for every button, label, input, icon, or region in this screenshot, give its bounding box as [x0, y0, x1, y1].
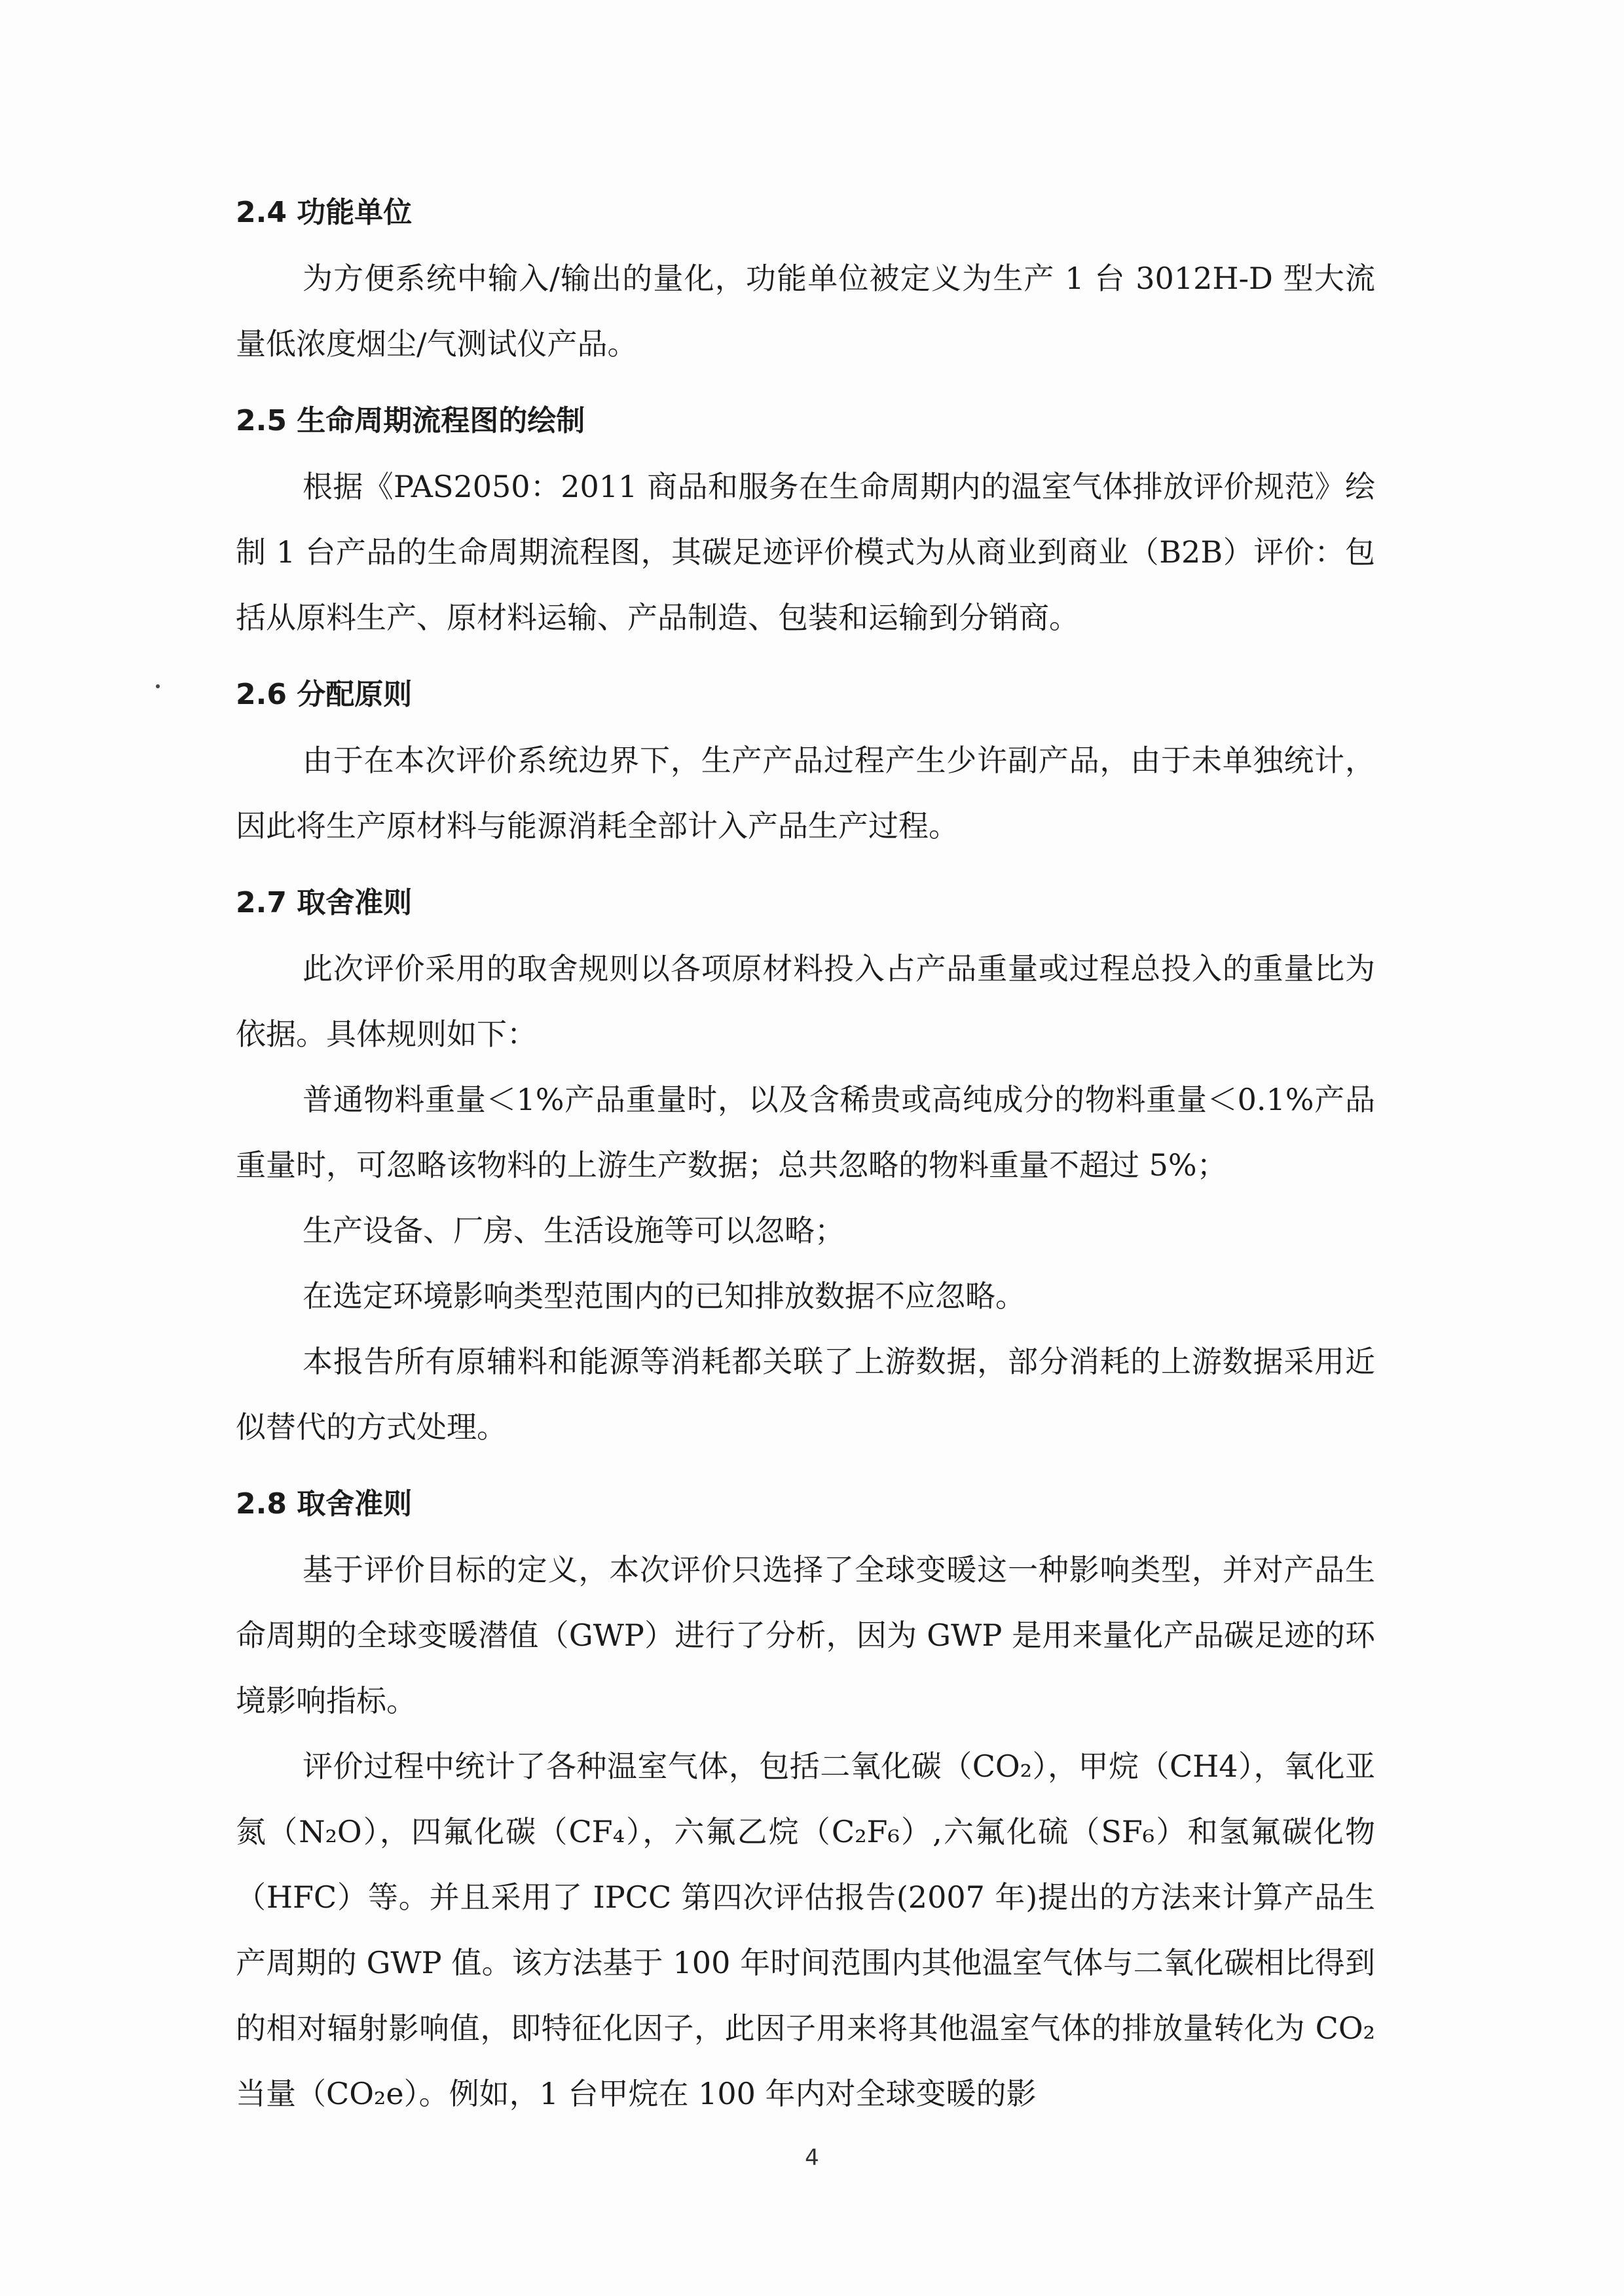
section-2-7 [236, 870, 1375, 1460]
section-heading: 2.8 取舍准则 [236, 1487, 413, 1521]
section-heading: 2.7 取舍准则 [236, 886, 413, 919]
section-2-6 [236, 662, 1375, 859]
paragraph: 此次评价采用的取舍规则以各项原材料投入占产品重量或过程总投入的重量比为依据。具体规则如下： [236, 951, 1375, 1052]
section-heading: 2.5 生命周期流程图的绘制 [236, 404, 585, 437]
paragraph: 为方便系统中输入/输出的量化，功能单位被定义为生产 1 台 3012H-D 型大流量低浓度烟尘/气测试仪产品。 [236, 261, 1375, 361]
paragraph: 由于在本次评价系统边界下，生产产品过程产生少许副产品，由于未单独统计，因此将生产原材料与能源消耗全部计入产品生产过程。 [236, 743, 1375, 843]
scan-dot-mark [156, 684, 160, 688]
paragraph: 本报告所有原辅料和能源等消耗都关联了上游数据，部分消耗的上游数据采用近似替代的方式处理。 [236, 1344, 1375, 1445]
section-heading: 2.4 功能单位 [236, 196, 413, 229]
paragraph: 评价过程中统计了各种温室气体，包括二氧化碳（CO₂），甲烷（CH4），氧化亚氮（N₂O），四氟化碳（CF₄），六氟乙烷（C₂F₆）,六氟化硫（SF₆）和氢氟碳化物（HFC）等。并且采用了 IPCC 第四次评估报告(2007 年)提出的方法来计算产品生产周期的 GWP 值。该方法基于 100 年时间范围内其他温室气体与二氧化碳相比得到的相对辐射影响值，即特征化因子，此因子用来将其他温室气体的排放量转化为 CO₂ 当量（CO₂e）。例如，1 台甲烷在 100 年内对全球变暖的影 [236, 1749, 1375, 2111]
document-page [236, 180, 1375, 2126]
section-2-8 [236, 1472, 1375, 2126]
paragraph: 根据《PAS2050：2011 商品和服务在生命周期内的温室气体排放评价规范》绘制 1 台产品的生命周期流程图，其碳足迹评价模式为从商业到商业（B2B）评价：包括从原料生产、原材料运输、产品制造、包装和运输到分销商。 [236, 469, 1375, 635]
section-heading: 2.6 分配原则 [236, 678, 413, 711]
section-2-5 [236, 388, 1375, 650]
paragraph: 生产设备、厂房、生活设施等可以忽略； [303, 1213, 845, 1248]
paragraph: 在选定环境影响类型范围内的已知排放数据不应忽略。 [303, 1278, 1025, 1314]
paragraph: 普通物料重量＜1%产品重量时，以及含稀贵或高纯成分的物料重量＜0.1%产品重量时，可忽略该物料的上游生产数据；总共忽略的物料重量不超过 5%； [236, 1082, 1375, 1183]
section-2-4 [236, 180, 1375, 377]
paragraph: 基于评价目标的定义，本次评价只选择了全球变暖这一种影响类型，并对产品生命周期的全球变暖潜值（GWP）进行了分析，因为 GWP 是用来量化产品碳足迹的环境影响指标。 [236, 1552, 1375, 1718]
page-number: 4 [805, 2145, 819, 2171]
